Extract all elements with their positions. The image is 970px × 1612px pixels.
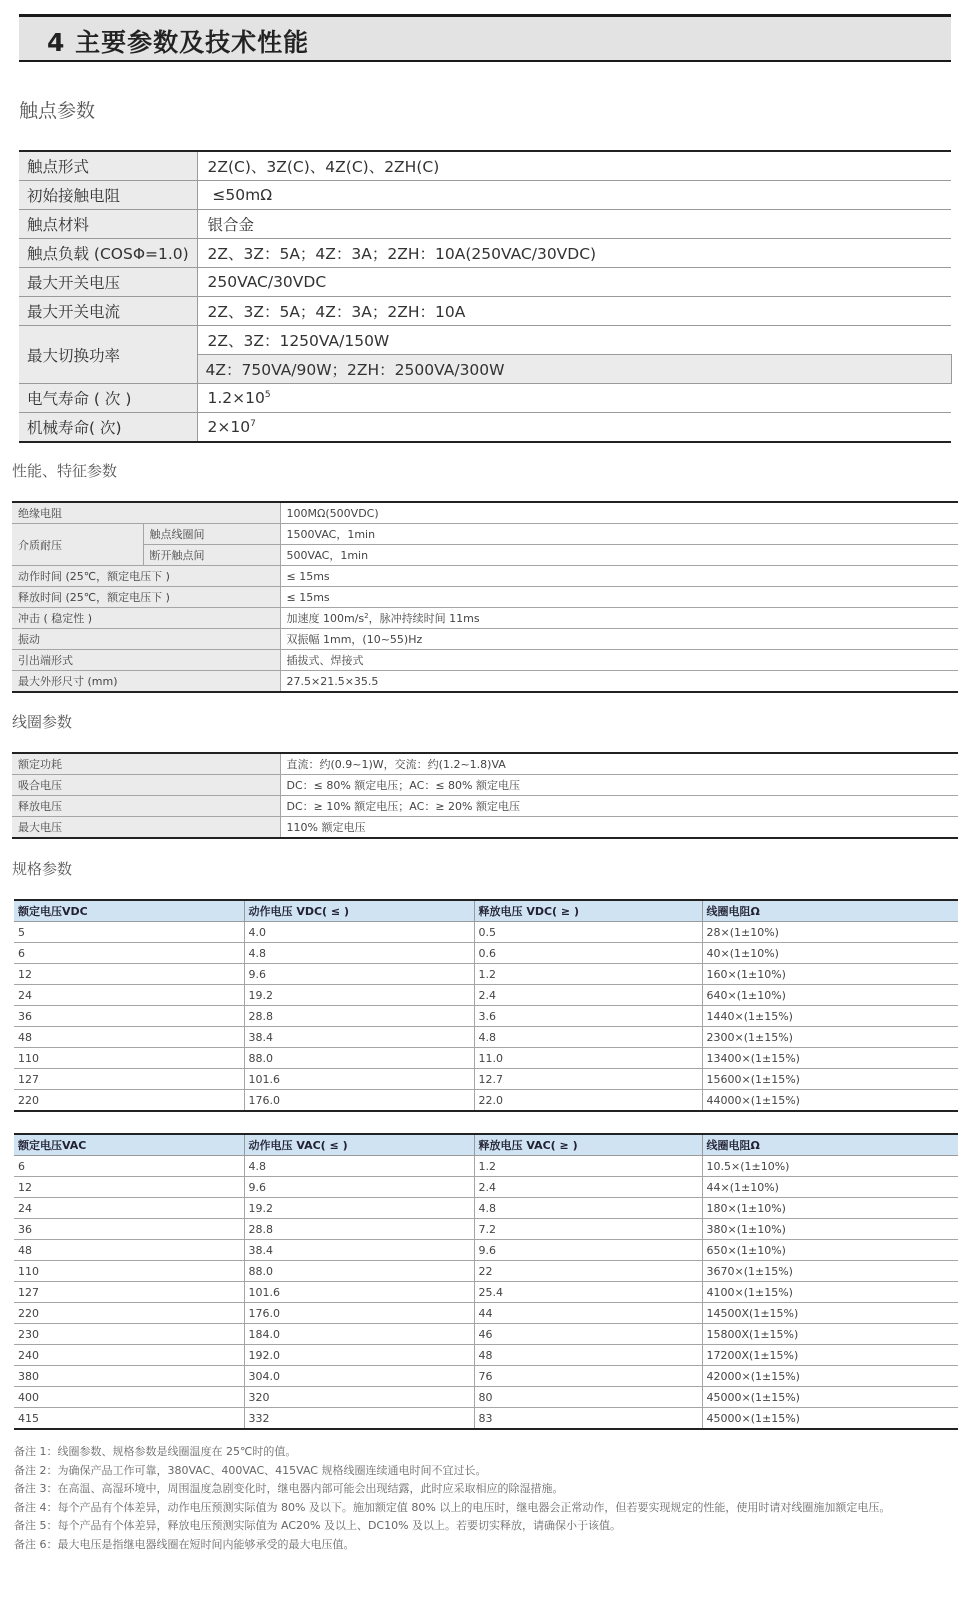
row-value: 双振幅 1mm，(10~55)Hz [280, 629, 958, 650]
table-cell: 13400×(1±15%) [702, 1048, 958, 1069]
performance-params-table [12, 501, 958, 693]
table-cell: 11.0 [474, 1048, 702, 1069]
table-row [19, 326, 951, 355]
table-cell: 48 [474, 1345, 702, 1366]
table-cell: 4.8 [244, 1156, 474, 1177]
table-row [19, 239, 951, 268]
table-cell: 88.0 [244, 1261, 474, 1282]
table-cell: 88.0 [244, 1048, 474, 1069]
table-cell: 192.0 [244, 1345, 474, 1366]
table-cell: 415 [14, 1408, 244, 1430]
table-cell: 24 [14, 985, 244, 1006]
table-cell: 1.2 [474, 964, 702, 985]
page-title: 4 主要参数及技术性能 [47, 28, 310, 57]
table-cell: 9.6 [474, 1240, 702, 1261]
table-cell: 28.8 [244, 1219, 474, 1240]
contact-params-table [19, 150, 952, 443]
table-row [14, 1240, 958, 1261]
table-cell: 3.6 [474, 1006, 702, 1027]
table-row [14, 1027, 958, 1048]
table-cell: 2.4 [474, 985, 702, 1006]
column-header: 释放电压 VDC( ≥ ) [474, 900, 702, 922]
row-value: 1500VAC，1min [280, 524, 958, 545]
table-cell: 184.0 [244, 1324, 474, 1345]
table-cell: 15600×(1±15%) [702, 1069, 958, 1090]
table-cell: 380 [14, 1366, 244, 1387]
table-cell: 5 [14, 922, 244, 943]
value-exponent: 7 [250, 419, 256, 429]
row-value: 2Z(C)、3Z(C)、4Z(C)、2ZH(C) [197, 151, 951, 181]
table-cell: 101.6 [244, 1282, 474, 1303]
table-cell: 46 [474, 1324, 702, 1345]
table-cell: 36 [14, 1219, 244, 1240]
table-cell: 6 [14, 1156, 244, 1177]
note-line: 备注 5：每个产品有个体差异，释放电压预测实际值为 AC20% 及以上、DC10% 及以上。若要切实释放，请确保小于该值。 [14, 1519, 622, 1532]
table-row [19, 151, 951, 181]
row-value: 直流：约(0.9~1)W，交流：约(1.2~1.8)VA [280, 753, 958, 775]
table-row [19, 210, 951, 239]
row-label: 初始接触电阻 [19, 181, 197, 210]
table-cell: 110 [14, 1048, 244, 1069]
value-base: 1.2×10 [207, 389, 265, 407]
row-value [197, 413, 951, 443]
table-cell: 2.4 [474, 1177, 702, 1198]
table-row [14, 1387, 958, 1408]
table-cell: 240 [14, 1345, 244, 1366]
table-row [12, 775, 958, 796]
table-row [14, 985, 958, 1006]
table-row [12, 796, 958, 817]
table-cell: 44 [474, 1303, 702, 1324]
table-cell: 25.4 [474, 1282, 702, 1303]
table-cell: 45000×(1±15%) [702, 1387, 958, 1408]
row-value: 插拔式、焊接式 [280, 650, 958, 671]
row-label: 释放时间 (25℃，额定电压下 ) [12, 587, 280, 608]
table-row [19, 297, 951, 326]
row-value: 银合金 [197, 210, 951, 239]
table-cell: 38.4 [244, 1240, 474, 1261]
table-row [14, 922, 958, 943]
table-cell: 48 [14, 1027, 244, 1048]
table-row [14, 1177, 958, 1198]
table-row [12, 566, 958, 587]
table-cell: 76 [474, 1366, 702, 1387]
row-value: 27.5×21.5×35.5 [286, 674, 379, 688]
table-row [19, 384, 951, 413]
table-cell: 4100×(1±15%) [702, 1282, 958, 1303]
table-row [14, 1282, 958, 1303]
row-label: 吸合电压 [12, 775, 280, 796]
dc-spec-table [14, 899, 958, 1112]
table-cell: 40×(1±10%) [702, 943, 958, 964]
table-row [14, 1303, 958, 1324]
coil-section-title: 线圈参数 [12, 713, 73, 731]
row-label: 电气寿命 ( 次 ) [19, 384, 197, 413]
table-cell: 9.6 [244, 1177, 474, 1198]
row-label: 最大开关电流 [19, 297, 197, 326]
table-cell: 176.0 [244, 1303, 474, 1324]
table-cell: 4.8 [244, 943, 474, 964]
table-cell: 22.0 [474, 1090, 702, 1112]
table-cell: 180×(1±10%) [702, 1198, 958, 1219]
table-cell: 127 [14, 1069, 244, 1090]
table-row [12, 502, 958, 524]
table-cell: 304.0 [244, 1366, 474, 1387]
row-value: DC：≤ 80% 额定电压；AC：≤ 80% 额定电压 [280, 775, 958, 796]
table-cell: 12 [14, 964, 244, 985]
dc-spec-body [14, 922, 958, 1112]
table-cell: 28×(1±10%) [702, 922, 958, 943]
table-cell: 38.4 [244, 1027, 474, 1048]
row-label: 最大电压 [12, 817, 280, 839]
row-value [197, 384, 951, 413]
table-cell: 4.8 [474, 1027, 702, 1048]
table-row [14, 1261, 958, 1282]
value-base: 加速度 100m/s [286, 612, 365, 625]
table-cell: 127 [14, 1282, 244, 1303]
table-cell: 220 [14, 1303, 244, 1324]
row-label: 最大开关电压 [19, 268, 197, 297]
performance-section-title: 性能、特征参数 [12, 462, 118, 480]
table-row [14, 1048, 958, 1069]
table-cell: 220 [14, 1090, 244, 1112]
table-row [14, 943, 958, 964]
table-row [12, 817, 958, 839]
table-header-row [14, 1134, 958, 1156]
table-row [14, 1069, 958, 1090]
table-cell: 230 [14, 1324, 244, 1345]
contact-section-title: 触点参数 [19, 100, 96, 122]
row-label: 机械寿命( 次) [19, 413, 197, 443]
value-rest: ，脉冲持续时间 11ms [368, 612, 480, 625]
row-sublabel: 断开触点间 [143, 545, 280, 566]
spec-section-title: 规格参数 [12, 860, 73, 878]
table-row [14, 1324, 958, 1345]
row-value: 2Z、3Z：5A；4Z：3A；2ZH：10A [197, 297, 951, 326]
row-label: 引出端形式 [12, 650, 280, 671]
table-cell: 12 [14, 1177, 244, 1198]
table-cell: 45000×(1±15%) [706, 1411, 800, 1425]
table-cell: 176.0 [244, 1090, 474, 1112]
table-cell: 160×(1±10%) [702, 964, 958, 985]
table-cell: 15800X(1±15%) [702, 1324, 958, 1345]
column-header: 额定电压VDC [14, 900, 244, 922]
row-value: DC：≥ 10% 额定电压；AC：≥ 20% 额定电压 [280, 796, 958, 817]
table-row [14, 964, 958, 985]
row-label: 动作时间 (25℃，额定电压下 ) [12, 566, 280, 587]
note-line: 备注 2：为确保产品工作可靠，380VAC、400VAC、415VAC 规格线圈连续通电时间不宜过长。 [14, 1463, 487, 1477]
table-row [12, 650, 958, 671]
row-value-second: 4Z：750VA/90W；2ZH：2500VA/300W [197, 355, 951, 384]
table-row [12, 753, 958, 775]
table-row [14, 1408, 958, 1430]
row-label: 最大外形尺寸 (mm) [12, 671, 280, 693]
table-cell: 42000×(1±15%) [702, 1366, 958, 1387]
table-cell: 320 [244, 1387, 474, 1408]
table-cell: 10.5×(1±10%) [702, 1156, 958, 1177]
table-cell: 9.6 [244, 964, 474, 985]
row-label: 触点材料 [19, 210, 197, 239]
table-cell: 400 [14, 1387, 244, 1408]
table-cell: 4.0 [244, 922, 474, 943]
row-value: ≤ 15ms [280, 566, 958, 587]
table-header-row [14, 900, 958, 922]
value-exponent: 2 [364, 612, 369, 620]
ac-spec-table [14, 1133, 958, 1430]
table-cell: 44000×(1±15%) [706, 1093, 800, 1107]
table-cell: 28.8 [244, 1006, 474, 1027]
table-cell: 650×(1±10%) [702, 1240, 958, 1261]
table-cell: 0.6 [474, 943, 702, 964]
row-label: 最大切换功率 [19, 326, 197, 384]
row-label: 触点形式 [19, 151, 197, 181]
table-row [14, 1345, 958, 1366]
table-cell: 2300×(1±15%) [702, 1027, 958, 1048]
coil-params-table [12, 752, 958, 839]
table-cell: 24 [14, 1198, 244, 1219]
table-cell: 12.7 [474, 1069, 702, 1090]
table-cell: 110 [14, 1261, 244, 1282]
row-label: 额定功耗 [12, 753, 280, 775]
table-cell: 3670×(1±15%) [702, 1261, 958, 1282]
table-cell: 17200X(1±15%) [702, 1345, 958, 1366]
row-value: 2Z、3Z：5A；4Z：3A；2ZH：10A(250VAC/30VDC) [197, 239, 951, 268]
column-header: 动作电压 VAC( ≤ ) [244, 1134, 474, 1156]
column-header: 线圈电阻Ω [702, 1134, 958, 1156]
section-header-banner [19, 14, 951, 62]
notes [14, 1443, 958, 1554]
table-cell: 80 [474, 1387, 702, 1408]
table-row [14, 1090, 958, 1112]
note-line: 备注 4：每个产品有个体差异，动作电压预测实际值为 80% 及以下。施加额定值 80% 以上的电压时，继电器会正常动作，但若要实现规定的性能，使用时请对线圈施加额定电压。 [14, 1500, 891, 1514]
row-value: 2Z、3Z：1250VA/150W [197, 326, 951, 355]
table-row [12, 524, 958, 545]
table-cell: 19.2 [244, 1198, 474, 1219]
table-cell: 1440×(1±15%) [702, 1006, 958, 1027]
table-cell: 6 [14, 943, 244, 964]
row-label: 释放电压 [12, 796, 280, 817]
table-row [12, 545, 958, 566]
column-header: 额定电压VAC [14, 1134, 244, 1156]
value-exponent: 5 [264, 390, 271, 400]
column-header: 线圈电阻Ω [702, 900, 958, 922]
table-cell: 7.2 [474, 1219, 702, 1240]
column-header: 动作电压 VDC( ≤ ) [244, 900, 474, 922]
table-cell: 1.2 [474, 1156, 702, 1177]
table-row [12, 608, 958, 629]
note-line: 备注 1：线圈参数、规格参数是线圈温度在 25℃时的值。 [14, 1445, 297, 1458]
table-cell: 4.8 [474, 1198, 702, 1219]
table-row [14, 1006, 958, 1027]
note-line: 备注 6：最大电压是指继电器线圈在短时间内能够承受的最大电压值。 [14, 1537, 355, 1551]
column-header: 释放电压 VAC( ≥ ) [474, 1134, 702, 1156]
table-cell: 640×(1±10%) [702, 985, 958, 1006]
table-cell: 83 [474, 1408, 702, 1430]
note-line: 备注 3：在高温、高湿环境中，周围温度急剧变化时，继电器内部可能会出现结露，此时应采取相应的除湿措施。 [14, 1482, 564, 1495]
table-row [19, 268, 951, 297]
row-value: 250VAC/30VDC [197, 268, 951, 297]
table-cell: 0.5 [474, 922, 702, 943]
table-cell: 332 [244, 1408, 474, 1430]
table-cell: 22 [474, 1261, 702, 1282]
table-row [12, 587, 958, 608]
row-value [280, 608, 958, 629]
table-row [14, 1366, 958, 1387]
table-cell: 36 [14, 1006, 244, 1027]
row-label: 冲击 ( 稳定性 ) [12, 608, 280, 629]
row-value: 500VAC，1min [280, 545, 958, 566]
ac-spec-body [14, 1156, 958, 1430]
row-label: 振动 [12, 629, 280, 650]
row-label: 绝缘电阻 [12, 502, 280, 524]
table-cell: 101.6 [244, 1069, 474, 1090]
table-row [14, 1219, 958, 1240]
row-label: 触点负载 (COSΦ=1.0) [19, 239, 197, 268]
row-value: 100MΩ(500VDC) [280, 502, 958, 524]
table-row [12, 671, 958, 693]
table-cell: 44×(1±10%) [702, 1177, 958, 1198]
table-row [19, 413, 951, 443]
row-value: 110% 额定电压 [286, 821, 366, 834]
table-cell: 14500X(1±15%) [702, 1303, 958, 1324]
row-value: ≤50mΩ [197, 181, 951, 210]
table-row [14, 1156, 958, 1177]
row-sublabel: 触点线圈间 [143, 524, 280, 545]
table-cell: 48 [14, 1240, 244, 1261]
table-cell: 380×(1±10%) [702, 1219, 958, 1240]
table-cell: 19.2 [244, 985, 474, 1006]
table-row [19, 181, 951, 210]
value-base: 2×10 [207, 418, 251, 436]
table-row [14, 1198, 958, 1219]
row-value: ≤ 15ms [280, 587, 958, 608]
row-label: 介质耐压 [12, 524, 143, 566]
table-row [12, 629, 958, 650]
